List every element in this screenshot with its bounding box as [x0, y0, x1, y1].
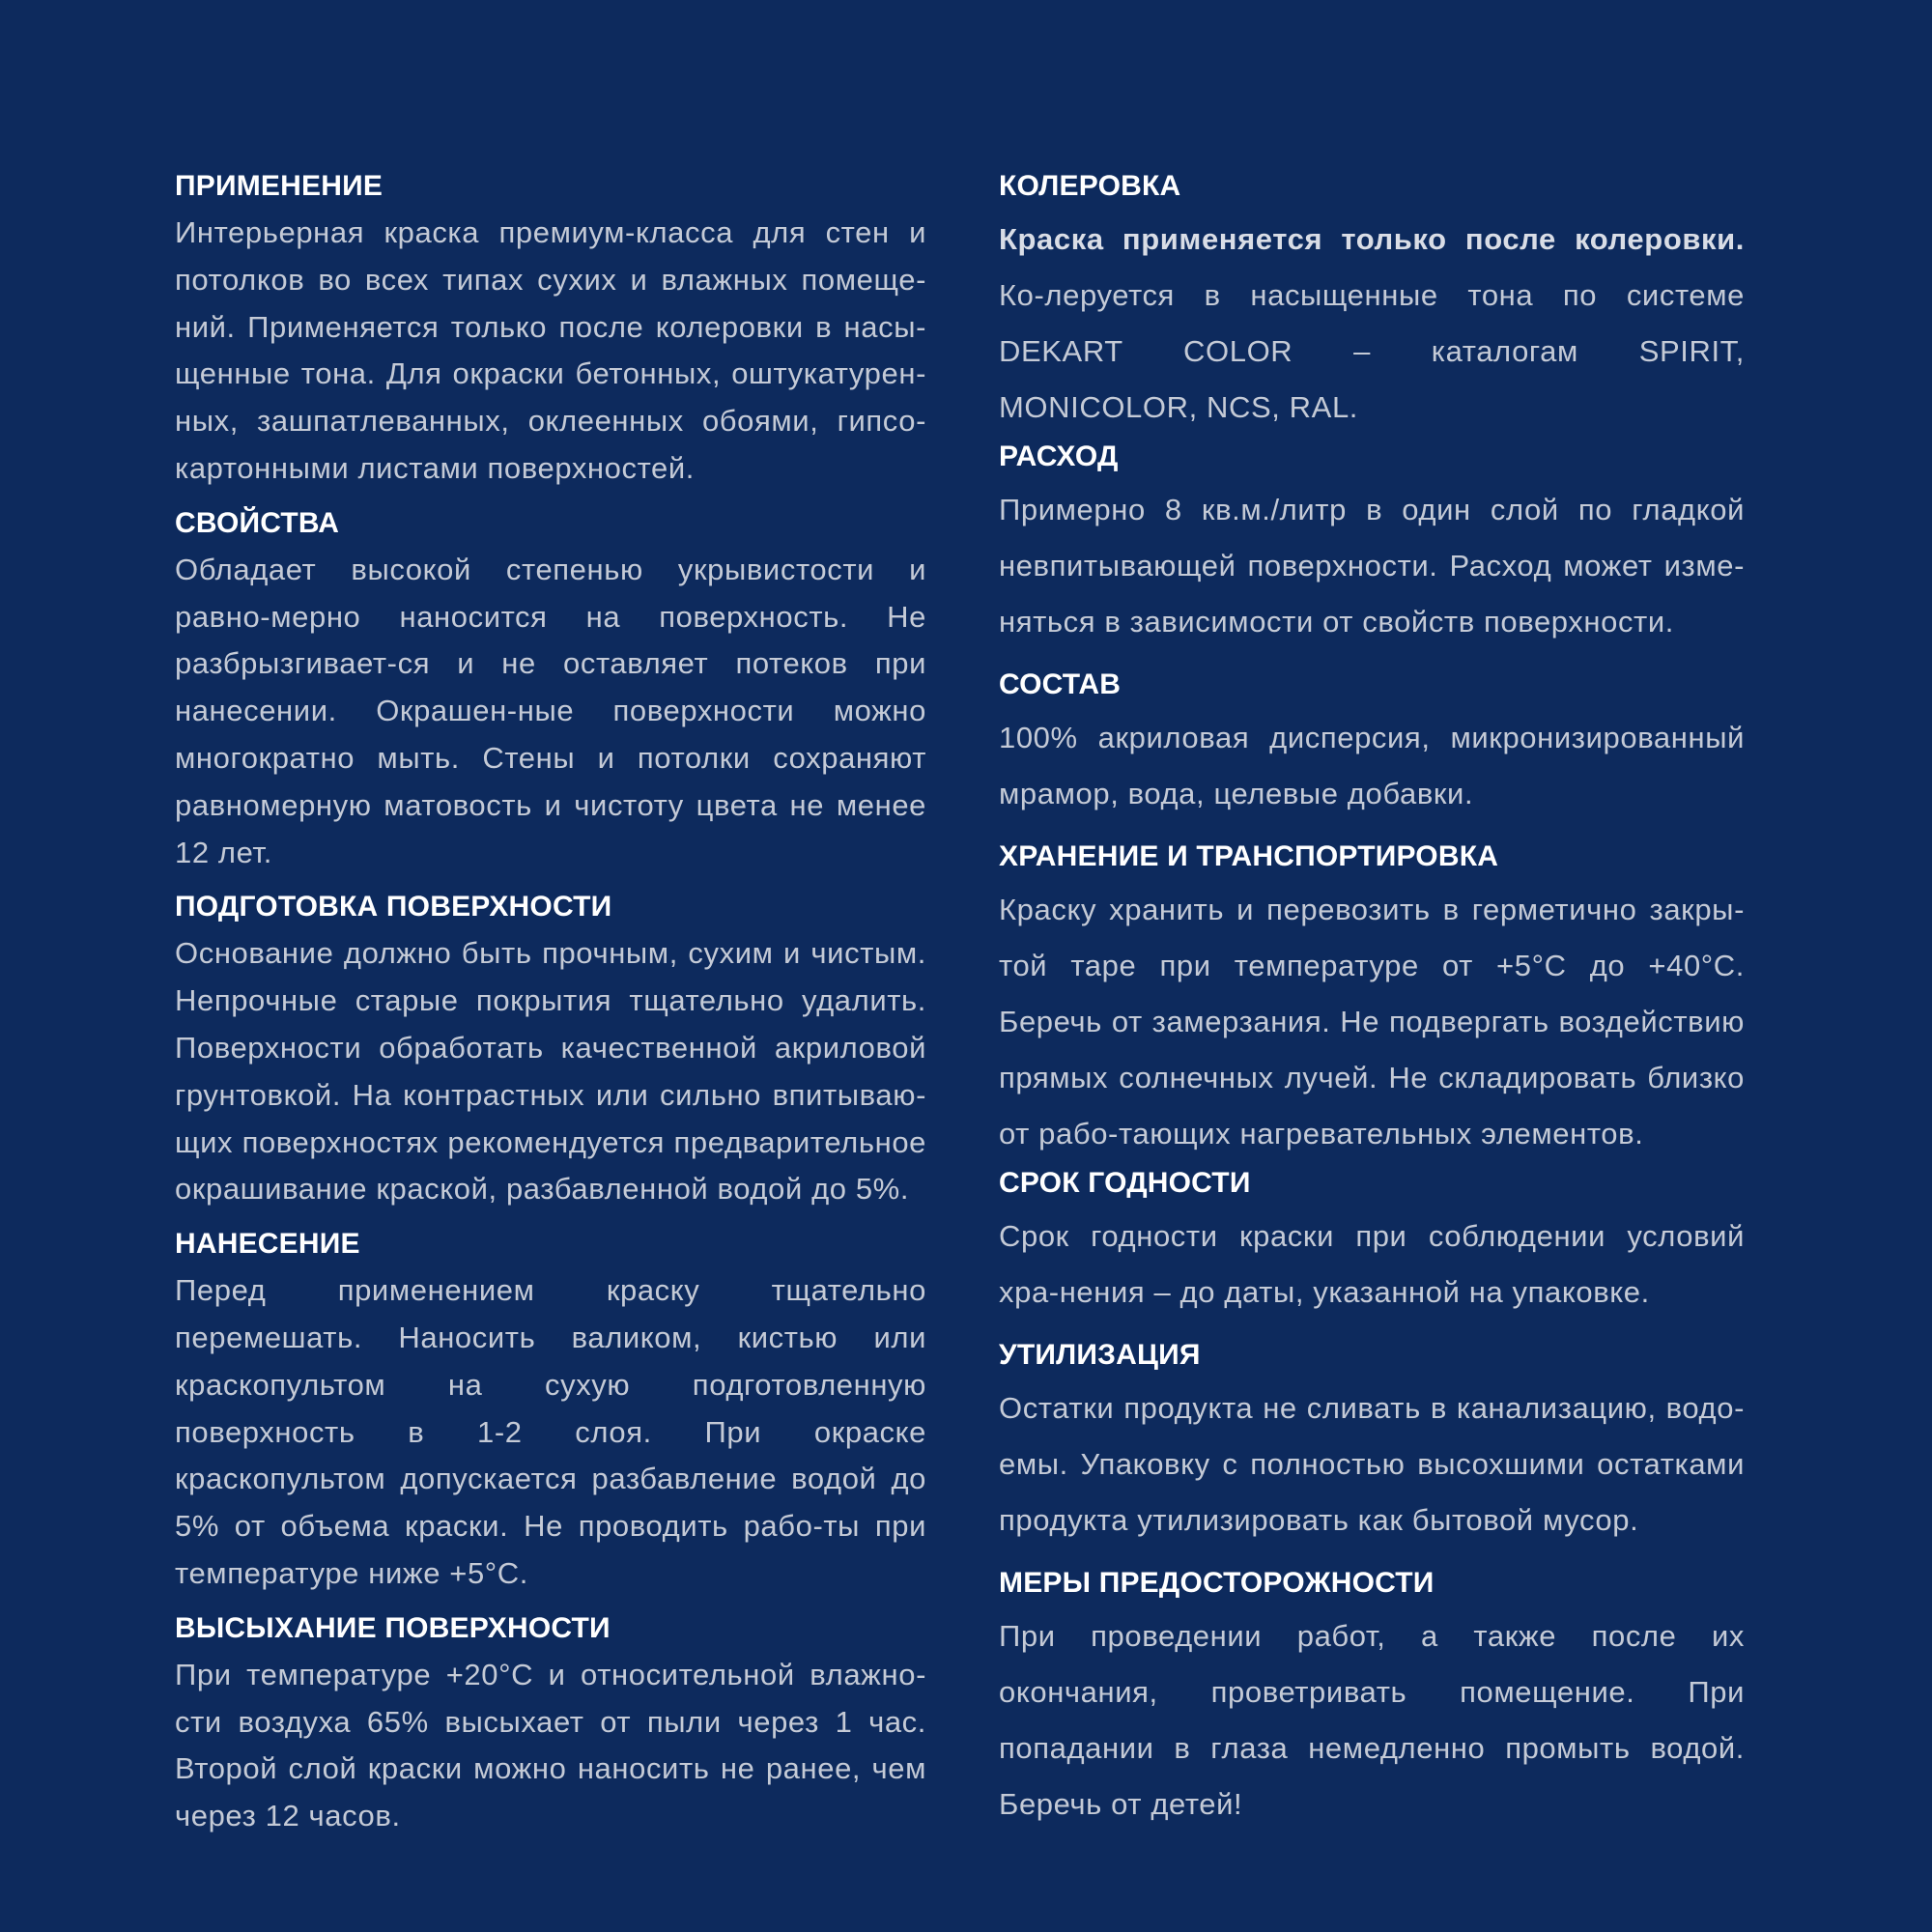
section-heading: СРОК ГОДНОСТИ [999, 1167, 1251, 1199]
section-heading: СВОЙСТВА [175, 506, 340, 539]
section-text: Примерно 8 кв.м./литр в один слой по гладкой невпитывающей поверхности. Расход может изме-няться в зависимости от свойств поверхности. [999, 493, 1745, 639]
section-text [999, 212, 1745, 436]
section-heading: МЕРЫ ПРЕДОСТОРОЖНОСТИ [999, 1567, 1435, 1599]
section-heading: РАСХОД [999, 440, 1119, 472]
section-heading: ПОДГОТОВКА ПОВЕРХНОСТИ [175, 891, 612, 923]
left-column [175, 169, 926, 1854]
section-text: Перед применением краску тщательно перемешать. Наносить валиком, кистью или краскопультом на сухую подготовленную поверхность в 1-2 слоя. При окраске краскопультом допускается разбавление водой до 5% от объема краски. Не проводить рабо-ты при температуре ниже +5°С. [175, 1273, 926, 1590]
section-lead-text: Краска применяется только после колеровки. [999, 222, 1745, 256]
section-text: При температуре +20°С и относительной влажно-сти воздуха 65% высыхает от пыли через 1 час. Второй слой краски можно наносить не ранее, чем через 12 часов. [175, 1657, 926, 1833]
section-surface-preparation [175, 890, 926, 1213]
section-text: Срок годности краски при соблюдении условий хра-нения – до даты, указанной на упаковке. [999, 1219, 1745, 1309]
right-column [999, 169, 1745, 1850]
section-text: Интерьерная краска премиум-класса для стен и потолков во всех типах сухих и влажных помеще-ний. Применяется только после колеровки в насы-щенные тона. Для окраски бетонных, оштукатурен-ных, зашпатлеванных, оклеенных обоями, гипсо-картонными листами поверхностей. [175, 215, 926, 485]
section-consumption [999, 440, 1745, 650]
section-storage [999, 839, 1745, 1162]
section-shelf-life [999, 1166, 1745, 1321]
section-precautions [999, 1566, 1745, 1833]
section-heading: ПРИМЕНЕНИЕ [175, 170, 384, 202]
section-heading: ВЫСЫХАНИЕ ПОВЕРХНОСТИ [175, 1611, 611, 1644]
section-heading: ХРАНЕНИЕ И ТРАНСПОРТИРОВКА [999, 840, 1499, 872]
section-drying [175, 1611, 926, 1840]
section-text: Остатки продукта не сливать в канализацию, водо-емы. Упаковку с полностью высохшими остатками продукта утилизировать как бытовой мусор. [999, 1391, 1745, 1537]
section-text: При проведении работ, а также после их окончания, проветривать помещение. При попадании в глаза немедленно промыть водой. Беречь от детей! [999, 1619, 1745, 1821]
section-heading: КОЛЕРОВКА [999, 170, 1181, 202]
section-heading: НАНЕСЕНИЕ [175, 1228, 360, 1261]
section-disposal [999, 1338, 1745, 1548]
section-text-rest: Ко-леруется в насыщенные тона по системе DEKART COLOR – каталогам SPIRIT, MONICOLOR, NCS, RAL. [999, 278, 1745, 424]
section-heading: СОСТАВ [999, 668, 1122, 700]
section-application [175, 169, 926, 493]
section-composition [999, 668, 1745, 822]
section-heading: УТИЛИЗАЦИЯ [999, 1339, 1201, 1371]
section-tinting [999, 169, 1745, 436]
section-text: 100% акриловая дисперсия, микронизированный мрамор, вода, целевые добавки. [999, 721, 1745, 810]
section-text: Обладает высокой степенью укрывистости и равно-мерно наносится на поверхность. Не разбрызгивает-ся и не оставляет потеков при нанесении. Окрашен-ные поверхности можно многократно мыть. Стены и потолки сохраняют равномерную матовость и чистоту цвета не менее 12 лет. [175, 552, 926, 869]
section-text: Основание должно быть прочным, сухим и чистым. Непрочные старые покрытия тщательно удалить. Поверхности обработать качественной акриловой грунтовкой. На контрастных или сильно впитываю-щих поверхностях рекомендуется предварительное окрашивание краской, разбавленной водой до 5%. [175, 936, 926, 1207]
section-application-method [175, 1227, 926, 1598]
section-text: Краску хранить и перевозить в герметично закры-той таре при температуре от +5°С до +40°С. Беречь от замерзания. Не подвергать воздействию прямых солнечных лучей. Не складировать близко от рабо-тающих нагревательных элементов. [999, 893, 1745, 1151]
section-properties [175, 506, 926, 877]
